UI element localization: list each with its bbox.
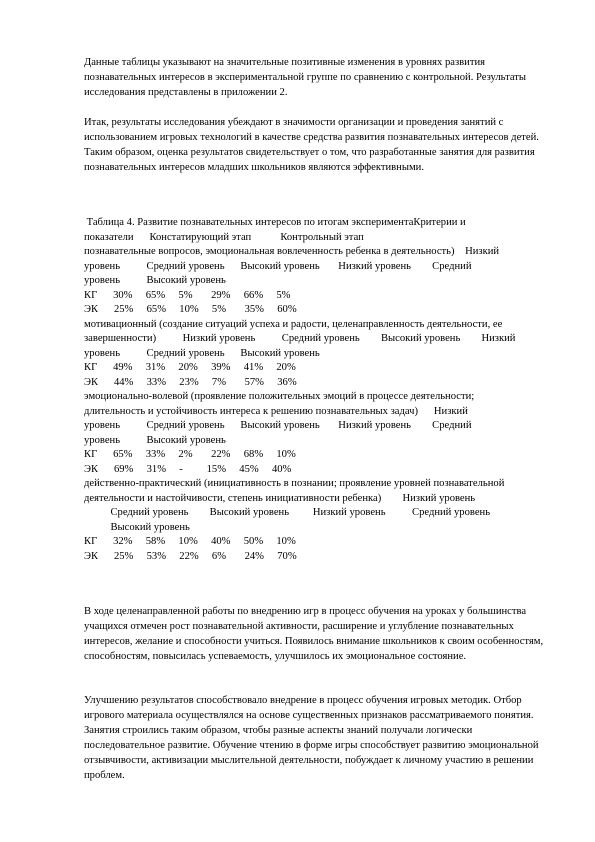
table-row-kg: КГ 49% 31% 20% 39% 41% 20% [84,362,296,373]
table-line: уровень Средний уровень Высокий уровень [84,347,320,359]
paragraph-game-results: В ходе целенаправленной работы по внедрению игр в процесс обучения на уроках у большинства учащихся отмечен рост познавательной активности, расширение и углубление познавательных интересов, желание и способности учиться. Появилось внимание школьников к своим особенностям, способностям, повысилась успеваемость, улучшилось их эмоциональное состояние. [84,606,544,662]
table-row-kg: КГ 65% 33% 2% 22% 68% 10% [84,449,296,460]
table-line: показатели Констатирующий этап Контрольный этап [84,231,364,243]
table-line: деятельности и настойчивости, степень инициативности ребенка) Низкий уровень [84,492,476,504]
table-row-kg: КГ 32% 58% 10% 40% 50% 10% [84,536,296,547]
table-row-ek: ЭК 44% 33% 23% 7% 57% 36% [84,376,297,388]
table-line: Высокий уровень [84,521,190,533]
paragraph-methods: Улучшению результатов способствовало внедрение в процесс обучения игровых методик. Отбор игрового материала осуществлялся на основе существенных признаков рассматриваемого понятия. Занятия строились таким образом, чтобы разные аспекты знаний получали логически последовательное развитие. Обучение чтению в форме игры способствует развитию эмоциональной отзывчивости, активизации мыслительной деятельности, побуждает к личному участию в решении проблем. [84,695,539,781]
table-row-ek: ЭК 25% 65% 10% 5% 35% 60% [84,304,297,315]
table-line: Средний уровень Высокий уровень Низкий уровень Средний уровень [84,507,491,518]
table-line: познавательные вопросов, эмоциональная вовлеченность ребенка в деятельность) Низкий [84,246,500,257]
table-line: эмоционально-волевой (проявление положительных эмоций в процессе деятельности; [84,391,475,402]
table-line: Таблица 4. Развитие познавательных интересов по итогам экспериментаКритерии и [84,217,466,228]
table-line: уровень Средний уровень Высокий уровень Низкий уровень Средний [84,420,472,431]
table-row-ek: ЭК 25% 53% 22% 6% 24% 70% [84,550,297,562]
table-line: мотивационный (создание ситуаций успеха и радости, целенаправленность деятельности, ее [84,318,503,330]
table-line: длительность и устойчивость интереса к решению познавательных задач) Низкий [84,405,468,417]
paragraph-conclusion: Итак, результаты исследования убеждают в значимости организации и проведения занятий с использованием игровых технологий в качестве средства развития познавательных интересов детей. Таким образом, оценка результатов свидетельствует о том, что разработанные занятия для развития познавательных интересов младших школьников являются эффективными. [84,117,539,173]
table-line: действенно-практический (инициативность в познании; проявление уровней познавательной [84,478,505,489]
table-line: завершенности) Низкий уровень Средний уровень Высокий уровень Низкий [84,333,516,344]
table-line: уровень Высокий уровень [84,275,226,286]
table-row-ek: ЭК 69% 31% - 15% 45% 40% [84,463,292,475]
paragraph-results-summary: Данные таблицы указывают на значительные позитивные изменения в уровнях развития познавательных интересов в экспериментальной группе по сравнению с контрольной. Результаты исследования представлены в приложении 2. [84,57,527,98]
table-row-kg: КГ 30% 65% 5% 29% 66% 5% [84,289,291,301]
table-line: уровень Высокий уровень [84,434,226,446]
table-line: уровень Средний уровень Высокий уровень Низкий уровень Средний [84,260,472,272]
